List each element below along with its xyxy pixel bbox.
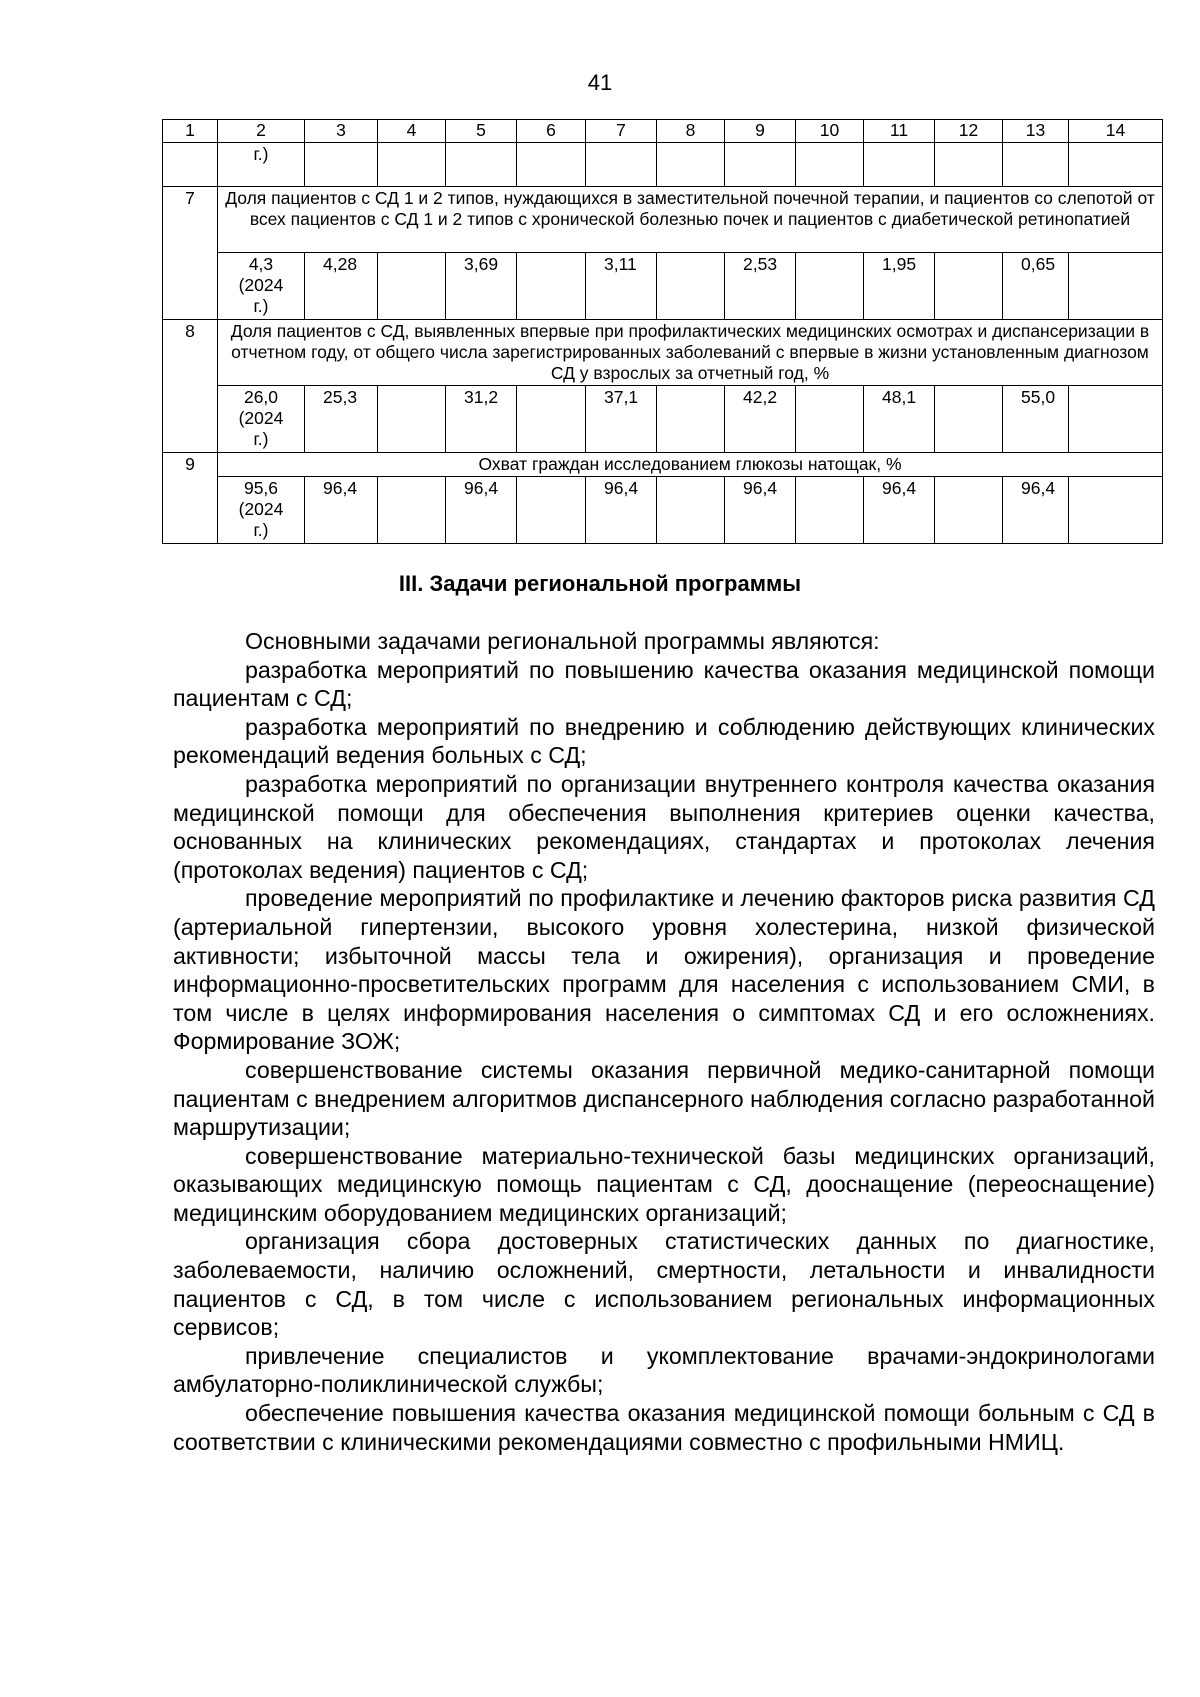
value-cell: 31,2 (446, 386, 517, 453)
tasks-text (173, 627, 1155, 1456)
table-cell (586, 143, 657, 187)
indicator-number: 7 (163, 187, 218, 320)
value-cell: 48,1 (864, 386, 935, 453)
header-cell: 5 (446, 120, 517, 143)
header-cell: 12 (935, 120, 1003, 143)
paragraph: разработка мероприятий по повышению качества оказания медицинской помощи пациентам с СД; (173, 656, 1155, 712)
header-cell: 9 (725, 120, 796, 143)
indicator-values-row (163, 386, 1163, 453)
header-cell: 1 (163, 120, 218, 143)
table-header-row (163, 120, 1163, 143)
header-cell: 13 (1003, 120, 1069, 143)
value-cell (517, 386, 586, 453)
value-cell: 96,4 (1003, 477, 1069, 544)
table-cell (1069, 143, 1163, 187)
table-cell (517, 143, 586, 187)
table-cell (1003, 143, 1069, 187)
header-cell: 3 (305, 120, 378, 143)
indicator-title: Доля пациентов с СД 1 и 2 типов, нуждающихся в заместительной почечной терапии, и пациентов со слепотой от всех пациентов с СД 1 и 2 типов с хронической болезнью почек и пациентов с диабетической ретинопатией (218, 187, 1163, 253)
paragraph: обеспечение повышения качества оказания медицинской помощи больным с СД в соответствии с клиническими рекомендациями совместно с профильными НМИЦ. (173, 1400, 1155, 1455)
value-cell: 96,4 (446, 477, 517, 544)
value-cell (378, 386, 446, 453)
value-cell (1069, 386, 1163, 453)
indicator-title: Доля пациентов с СД, выявленных впервые при профилактических медицинских осмотрах и диспансеризации в отчетном году, от общего числа зарегистрированных заболеваний с впервые в жизни установленным диагнозом СД у взрослых за отчетный год, % (218, 320, 1163, 386)
page-number: 41 (587, 70, 613, 95)
header-cell: 7 (586, 120, 657, 143)
value-cell: 2,53 (725, 253, 796, 320)
value-cell: 95,6 (2024 г.) (218, 477, 305, 544)
value-cell (1069, 253, 1163, 320)
value-cell: 4,28 (305, 253, 378, 320)
indicator-number: 8 (163, 320, 218, 453)
table-cell (935, 143, 1003, 187)
value-cell (1069, 477, 1163, 544)
value-cell (935, 477, 1003, 544)
paragraph: разработка мероприятий по организации внутреннего контроля качества оказания медицинской помощи для обеспечения выполнения критериев оценки качества, основанных на клинических рекомендациях, стандартах и протоколах лечения (протоколах ведения) пациентов с СД; (173, 770, 1155, 883)
value-cell: 42,2 (725, 386, 796, 453)
table-cell (378, 143, 446, 187)
section-title: III. Задачи региональной программы (398, 571, 802, 596)
indicator-values-row (163, 477, 1163, 544)
paragraph: разработка мероприятий по внедрению и соблюдению действующих клинических рекомендаций ведения больных с СД; (173, 713, 1155, 769)
indicator-title-row (163, 320, 1163, 386)
value-cell (657, 253, 725, 320)
value-cell (796, 386, 864, 453)
value-cell: 4,3 (2024 г.) (218, 253, 305, 320)
indicator-number: 9 (163, 453, 218, 544)
value-cell (935, 253, 1003, 320)
value-cell (657, 477, 725, 544)
paragraph-intro: Основными задачами региональной программы являются: (245, 628, 880, 654)
value-cell: 0,65 (1003, 253, 1069, 320)
value-cell (935, 386, 1003, 453)
paragraph: организация сбора достоверных статистических данных по диагностике, заболеваемости, наличию осложнений, смертности, летальности и инвалидности пациентов с СД, в том числе с использованием региональных информационных сервисов; (173, 1228, 1155, 1341)
paragraph: совершенствование материально-технической базы медицинских организаций, оказывающих медицинскую помощь пациентам с СД, дооснащение (переоснащение) медицинским оборудованием медицинских организаций; (173, 1142, 1155, 1226)
table-cell: г.) (218, 143, 305, 187)
indicator-title-row (163, 453, 1163, 477)
paragraph: привлечение специалистов и укомплектование врачами-эндокринологами амбулаторно-поликлинической службы; (173, 1342, 1155, 1398)
header-cell: 2 (218, 120, 305, 143)
header-cell: 6 (517, 120, 586, 143)
value-cell (796, 253, 864, 320)
value-cell (796, 477, 864, 544)
header-cell: 14 (1069, 120, 1163, 143)
table-cell (163, 143, 218, 187)
value-cell: 25,3 (305, 386, 378, 453)
value-cell: 96,4 (586, 477, 657, 544)
value-cell (657, 386, 725, 453)
value-cell: 1,95 (864, 253, 935, 320)
value-cell (378, 477, 446, 544)
value-cell: 96,4 (864, 477, 935, 544)
indicator-title-row (163, 187, 1163, 253)
indicator-title: Охват граждан исследованием глюкозы натощак, % (218, 453, 1163, 477)
table-cell (446, 143, 517, 187)
table-cell (864, 143, 935, 187)
header-cell: 10 (796, 120, 864, 143)
value-cell: 55,0 (1003, 386, 1069, 453)
value-cell: 3,69 (446, 253, 517, 320)
value-cell (517, 477, 586, 544)
header-cell: 8 (657, 120, 725, 143)
indicator-values-row (163, 253, 1163, 320)
value-cell (517, 253, 586, 320)
header-cell: 11 (864, 120, 935, 143)
header-cell: 4 (378, 120, 446, 143)
table-cell (796, 143, 864, 187)
value-cell: 96,4 (725, 477, 796, 544)
indicators-table (162, 119, 1163, 544)
table-row (163, 143, 1163, 187)
value-cell: 3,11 (586, 253, 657, 320)
paragraph: проведение мероприятий по профилактике и лечению факторов риска развития СД (артериальной гипертензии, высокого уровня холестерина, низкой физической активности; избыточной массы тела и ожирения), организация и проведение информационно-просветительских программ для населения с использованием СМИ, в том числе в целях информирования населения о симптомах СД и его осложнениях. Формирование ЗОЖ; (173, 885, 1155, 1055)
paragraph: совершенствование системы оказания первичной медико-санитарной помощи пациентам с внедрением алгоритмов диспансерного наблюдения согласно разработанной маршрутизации; (173, 1056, 1155, 1141)
value-cell (378, 253, 446, 320)
value-cell: 96,4 (305, 477, 378, 544)
table-cell (305, 143, 378, 187)
table-cell (657, 143, 725, 187)
table-cell (725, 143, 796, 187)
value-cell: 26,0 (2024 г.) (218, 386, 305, 453)
value-cell: 37,1 (586, 386, 657, 453)
